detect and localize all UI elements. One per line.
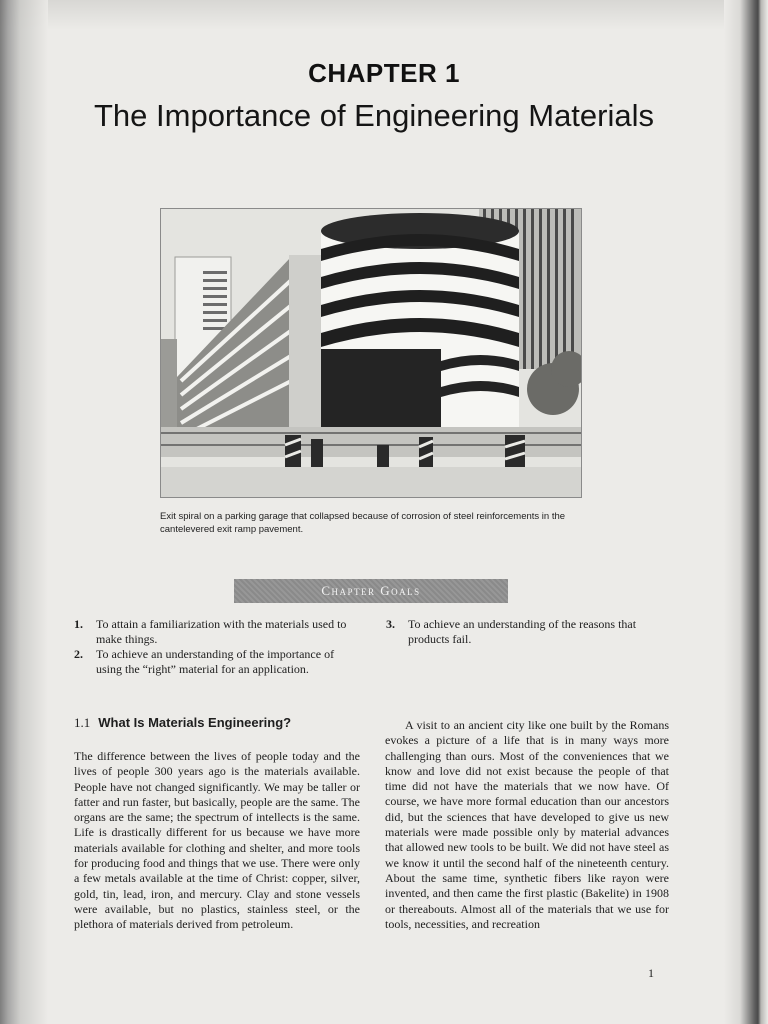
section-title: What Is Materials Engineering? (98, 715, 292, 730)
goal-text: To achieve an understanding of the importance of using the “right” material for an application. (96, 647, 335, 676)
chapter-title: The Importance of Engineering Materials (93, 98, 654, 133)
goals-list-right (386, 617, 676, 647)
goals-list-left (74, 617, 354, 677)
chapter-label: CHAPTER 1 (308, 58, 460, 88)
parking-garage-photo (160, 208, 582, 498)
figure-caption: Exit spiral on a parking garage that collapsed because of corrosion of steel reinforcements in the cantelevered exit ramp pavement. (160, 511, 566, 535)
goal-number: 3. (386, 617, 395, 631)
section-number: 1.1 (74, 715, 91, 730)
parking-garage-illustration (161, 209, 581, 497)
body-text-left-column: The difference between the lives of people today and the lives of people 300 years ago is the materials available. People have not changed significantly. We may be taller or fatter and run faster, but basically, people are the same. The organs are the same; the spectrum of intellects is the same. Life is drastically different for us because we have more materials available for clothing and shelter, and more tools for producing food and things that we use. There were only a few metals available at the time of Christ: copper, silver, gold, tin, lead, iron, and mercury. Clay and stone vessels were available, but no plastics, stainless steel, or the plethora of materials derived from petroleum. (74, 749, 360, 932)
body-text-right-column: A visit to an ancient city like one built by the Romans evokes a picture of a life that is in many ways more challenging than ours. Most of the conveniences that we know and love did not exist because the people of that time did not have the materials that we now have. Of course, we have more formal education than our ancestors did, but the sciences that have developed to give us new materials were made possible only by material advances that allowed new tools to be built. We did not have steel as we know it until the second half of the nineteenth century. About the same time, synthetic fibers like rayon were invented, and then came the first plastic (Bakelite) in 1908 or thereabouts. Almost all of the materials that we use for tools, necessities, and recreation (385, 718, 669, 931)
scan-shadow-top (0, 0, 768, 30)
chapter-goals-banner (234, 579, 508, 603)
scan-edge-right (724, 0, 768, 1024)
page-number: 1 (648, 966, 654, 980)
section-heading (74, 715, 374, 731)
goal-text: To achieve an understanding of the reasons that products fail. (408, 617, 637, 646)
goal-text: To attain a familiarization with the materials used to make things. (96, 617, 347, 646)
pavement (161, 467, 581, 497)
chapter-goals-heading: Chapter Goals (321, 583, 421, 598)
goal-item (74, 647, 354, 677)
goal-item (74, 617, 354, 647)
spiral-ramp (321, 213, 519, 429)
goal-item (386, 617, 676, 647)
goal-number: 1. (74, 617, 83, 631)
goal-number: 2. (74, 647, 83, 661)
scan-edge-left (0, 0, 48, 1024)
